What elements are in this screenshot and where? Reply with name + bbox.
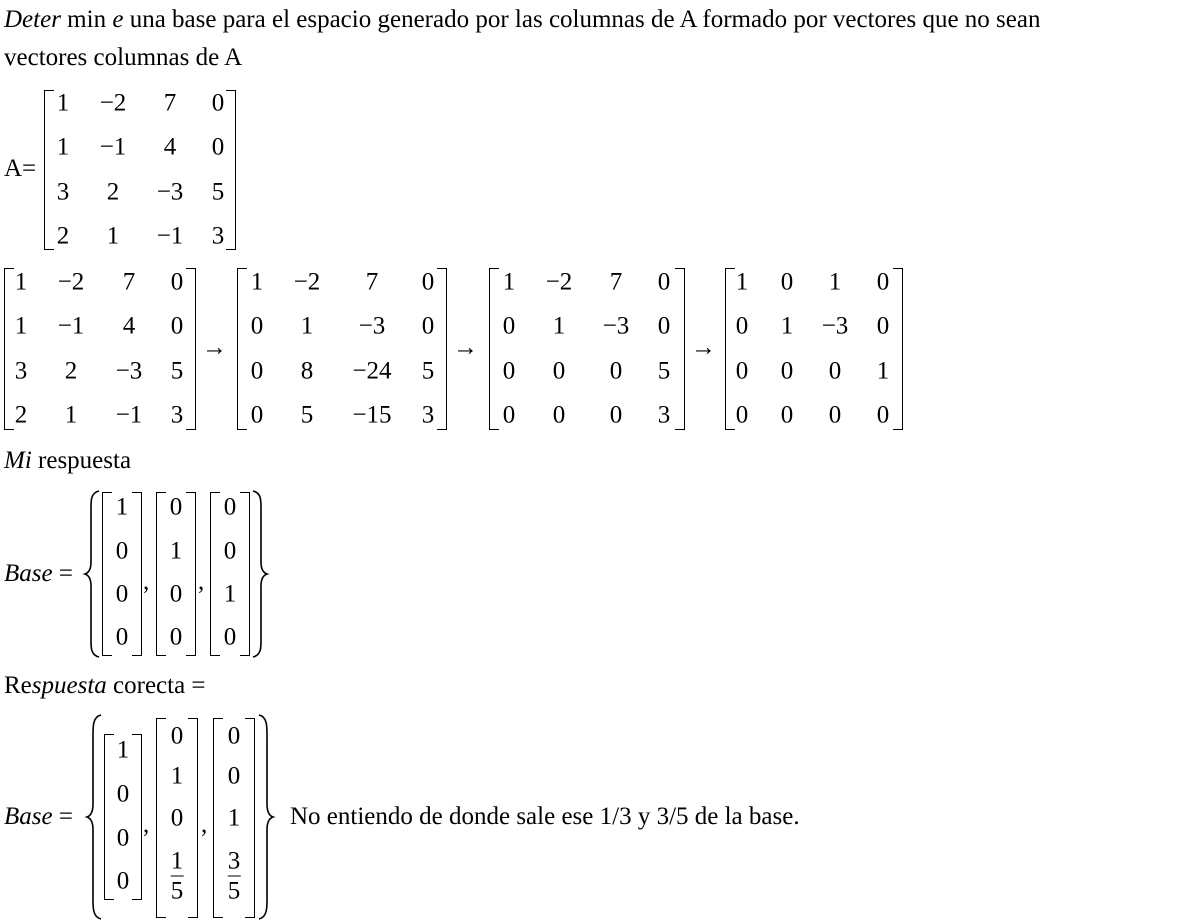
matrix-entry: 0 bbox=[502, 312, 516, 340]
bracket-left bbox=[104, 734, 114, 900]
matrix-entry: −2 bbox=[545, 268, 573, 296]
arrow-2: → bbox=[453, 334, 478, 361]
matrix-entry: −3 bbox=[602, 312, 630, 340]
my-answer-heading bbox=[4, 447, 131, 475]
matrix-a bbox=[44, 90, 236, 250]
matrix-entry: 3 bbox=[657, 401, 671, 429]
matrix-entry: 0 bbox=[116, 824, 130, 852]
correct-v3-denominator: 5 bbox=[227, 877, 241, 905]
matrix-entry: 0 bbox=[211, 89, 225, 117]
matrix-entry: −1 bbox=[57, 312, 85, 340]
matrix-entry: 4 bbox=[122, 312, 136, 340]
correct-right-brace bbox=[258, 714, 274, 920]
correct-base-label bbox=[4, 803, 73, 831]
bracket-right bbox=[893, 268, 903, 430]
matrix-entry: 0 bbox=[170, 268, 184, 296]
matrix-entry: 0 bbox=[828, 401, 842, 429]
matrix-entry: 0 bbox=[735, 401, 749, 429]
bracket-left bbox=[725, 268, 735, 430]
matrix-entry: 0 bbox=[421, 268, 435, 296]
matrix-entry: −2 bbox=[293, 268, 321, 296]
matrix-entry: 5 bbox=[300, 401, 314, 429]
matrix-entry: 0 bbox=[780, 268, 794, 296]
matrix-entry: 0 bbox=[170, 804, 184, 832]
question-word-deter: Deter bbox=[4, 6, 61, 33]
matrix-entry: 0 bbox=[250, 401, 264, 429]
matrix-entry: −1 bbox=[115, 401, 143, 429]
matrix-entry: 1 bbox=[56, 89, 70, 117]
matrix-entry: 1 bbox=[169, 537, 183, 565]
matrix-entry: −3 bbox=[115, 357, 143, 385]
matrix-entry: 1 bbox=[780, 312, 794, 340]
matrix-entry: 1 bbox=[115, 493, 129, 521]
my-comma-1: , bbox=[143, 568, 150, 595]
question-word-min: min bbox=[60, 6, 113, 33]
matrix-entry: 1 bbox=[502, 268, 516, 296]
bracket-right bbox=[132, 734, 142, 900]
matrix-entry: 1 bbox=[56, 133, 70, 161]
bracket-right bbox=[240, 492, 250, 656]
matrix-entry: 3 bbox=[56, 178, 70, 206]
matrix-entry: 1 bbox=[552, 312, 566, 340]
bracket-left bbox=[489, 268, 499, 430]
my-vector-3 bbox=[210, 492, 250, 656]
correct-vector-3 bbox=[213, 718, 255, 918]
matrix-entry: 3 bbox=[421, 401, 435, 429]
matrix-entry: 3 bbox=[211, 222, 225, 250]
matrix-entry: 8 bbox=[300, 357, 314, 385]
bracket-left bbox=[237, 268, 247, 430]
matrix-entry: 1 bbox=[106, 222, 120, 250]
matrix-entry: 0 bbox=[115, 623, 129, 651]
matrix-entry: 0 bbox=[223, 623, 237, 651]
matrix-entry: 5 bbox=[421, 357, 435, 385]
correct-heading-re: Re bbox=[4, 672, 32, 699]
my-base-word: Base bbox=[4, 560, 53, 587]
matrix-entry: 0 bbox=[876, 268, 890, 296]
my-base-label bbox=[4, 560, 73, 588]
matrix-entry: 0 bbox=[115, 537, 129, 565]
matrix-entry: 2 bbox=[56, 222, 70, 250]
matrix-entry: 1 bbox=[300, 312, 314, 340]
matrix-entry: 0 bbox=[169, 580, 183, 608]
bracket-right bbox=[132, 492, 142, 656]
my-comma-2: , bbox=[198, 568, 205, 595]
matrix-entry: 0 bbox=[115, 580, 129, 608]
matrix-entry: 0 bbox=[227, 762, 241, 790]
arrow-1: → bbox=[202, 334, 227, 361]
matrix-entry: 0 bbox=[169, 493, 183, 521]
correct-left-brace bbox=[86, 714, 102, 920]
bracket-left bbox=[210, 492, 220, 656]
question-rest: una base para el espacio generado por las columnas de A formado por vectores que no sean bbox=[123, 6, 1041, 33]
arrow-3: → bbox=[691, 334, 716, 361]
reduction-step-4 bbox=[725, 268, 903, 430]
bracket-left bbox=[213, 718, 223, 918]
matrix-entry: 0 bbox=[502, 401, 516, 429]
matrix-entry: 2 bbox=[106, 178, 120, 206]
matrix-entry: −24 bbox=[352, 357, 392, 385]
matrix-entry: 0 bbox=[657, 268, 671, 296]
matrix-entry: 1 bbox=[876, 357, 890, 385]
bracket-left bbox=[156, 492, 166, 656]
matrix-entry: −3 bbox=[156, 178, 184, 206]
my-vector-2 bbox=[156, 492, 196, 656]
matrix-entry: 0 bbox=[657, 312, 671, 340]
matrix-entry: 0 bbox=[552, 401, 566, 429]
matrix-entry: 5 bbox=[170, 357, 184, 385]
correct-vector-2 bbox=[156, 718, 198, 918]
matrix-entry: 7 bbox=[163, 89, 177, 117]
my-left-brace bbox=[84, 490, 100, 658]
matrix-entry: 0 bbox=[609, 401, 623, 429]
question-line-1 bbox=[4, 6, 1040, 34]
reduction-step-3 bbox=[489, 268, 685, 430]
matrix-entry: 0 bbox=[735, 357, 749, 385]
correct-v3-fraction bbox=[228, 849, 241, 904]
bracket-right bbox=[186, 268, 196, 430]
matrix-entry: −2 bbox=[99, 89, 127, 117]
correct-v3-fraction-line bbox=[228, 876, 241, 877]
bracket-right bbox=[186, 492, 196, 656]
matrix-entry: 2 bbox=[64, 357, 78, 385]
bracket-right bbox=[245, 718, 255, 918]
matrix-entry: 0 bbox=[116, 780, 130, 808]
matrix-entry: 0 bbox=[552, 357, 566, 385]
matrix-entry: 7 bbox=[122, 268, 136, 296]
matrix-entry: −15 bbox=[352, 401, 392, 429]
matrix-entry: 0 bbox=[223, 493, 237, 521]
my-base-equals: = bbox=[52, 560, 73, 587]
correct-heading-rest: corecta = bbox=[106, 672, 206, 699]
bracket-right bbox=[188, 718, 198, 918]
matrix-entry: 1 bbox=[14, 268, 28, 296]
matrix-entry: 5 bbox=[657, 357, 671, 385]
matrix-entry: 4 bbox=[163, 133, 177, 161]
correct-comma-1: , bbox=[143, 811, 150, 838]
matrix-entry: −1 bbox=[156, 222, 184, 250]
matrix-entry: 0 bbox=[211, 133, 225, 161]
matrix-entry: 0 bbox=[421, 312, 435, 340]
matrix-entry: 1 bbox=[828, 268, 842, 296]
correct-vector-1 bbox=[104, 734, 142, 900]
matrix-entry: 5 bbox=[211, 178, 225, 206]
matrix-entry: 0 bbox=[609, 357, 623, 385]
matrix-entry: 1 bbox=[223, 580, 237, 608]
matrix-entry: 0 bbox=[227, 722, 241, 750]
matrix-entry: −3 bbox=[358, 312, 386, 340]
matrix-entry: 0 bbox=[170, 312, 184, 340]
correct-v2-numerator: 1 bbox=[170, 847, 184, 875]
question-word-e: e bbox=[112, 6, 124, 33]
reduction-step-1 bbox=[4, 268, 196, 430]
matrix-entry: 0 bbox=[223, 537, 237, 565]
matrix-entry: 0 bbox=[828, 357, 842, 385]
question-line-2: vectores columnas de A bbox=[4, 44, 243, 71]
matrix-entry: −1 bbox=[99, 133, 127, 161]
matrix-entry: 0 bbox=[169, 623, 183, 651]
matrix-entry: 1 bbox=[170, 762, 184, 790]
correct-answer-heading bbox=[4, 672, 206, 700]
correct-v2-denominator: 5 bbox=[170, 877, 184, 905]
my-answer-heading-rest: respuesta bbox=[31, 447, 132, 474]
correct-base-equals: = bbox=[52, 803, 73, 830]
matrix-entry: 0 bbox=[876, 312, 890, 340]
bracket-left bbox=[102, 492, 112, 656]
correct-v2-fraction-line bbox=[171, 876, 184, 877]
correct-comma-2: , bbox=[201, 811, 208, 838]
correct-v3-numerator: 3 bbox=[227, 847, 241, 875]
comment-text: No entiendo de donde sale ese 1/3 y 3/5 de la base. bbox=[290, 803, 800, 830]
matrix-entry: 0 bbox=[780, 401, 794, 429]
my-right-brace bbox=[252, 490, 268, 658]
matrix-entry: 1 bbox=[250, 268, 264, 296]
matrix-entry: −2 bbox=[57, 268, 85, 296]
matrix-entry: 1 bbox=[116, 736, 130, 764]
matrix-entry: 1 bbox=[14, 312, 28, 340]
matrix-label: A= bbox=[4, 155, 37, 182]
matrix-entry: 1 bbox=[735, 268, 749, 296]
matrix-entry: 0 bbox=[780, 357, 794, 385]
matrix-entry: 0 bbox=[250, 312, 264, 340]
my-vector-1 bbox=[102, 492, 142, 656]
matrix-entry: 0 bbox=[116, 867, 130, 895]
matrix-entry: 2 bbox=[14, 401, 28, 429]
matrix-entry: 0 bbox=[876, 401, 890, 429]
bracket-left bbox=[156, 718, 166, 918]
my-answer-heading-italic: Mi bbox=[4, 447, 32, 474]
correct-heading-italic: spuesta bbox=[31, 672, 107, 699]
matrix-entry: 0 bbox=[502, 357, 516, 385]
bracket-right bbox=[675, 268, 685, 430]
bracket-right bbox=[437, 268, 447, 430]
matrix-entry: 0 bbox=[170, 722, 184, 750]
bracket-left bbox=[44, 90, 54, 250]
bracket-right bbox=[226, 90, 236, 250]
matrix-entry: 3 bbox=[14, 357, 28, 385]
matrix-entry: 0 bbox=[250, 357, 264, 385]
matrix-entry: −3 bbox=[821, 312, 849, 340]
matrix-entry: 3 bbox=[170, 401, 184, 429]
correct-v2-fraction bbox=[171, 849, 184, 904]
matrix-entry: 7 bbox=[609, 268, 623, 296]
reduction-step-2 bbox=[237, 268, 447, 430]
matrix-entry: 7 bbox=[365, 268, 379, 296]
matrix-entry: 0 bbox=[735, 312, 749, 340]
bracket-left bbox=[4, 268, 14, 430]
matrix-entry: 1 bbox=[227, 804, 241, 832]
matrix-entry: 1 bbox=[64, 401, 78, 429]
correct-base-word: Base bbox=[4, 803, 53, 830]
